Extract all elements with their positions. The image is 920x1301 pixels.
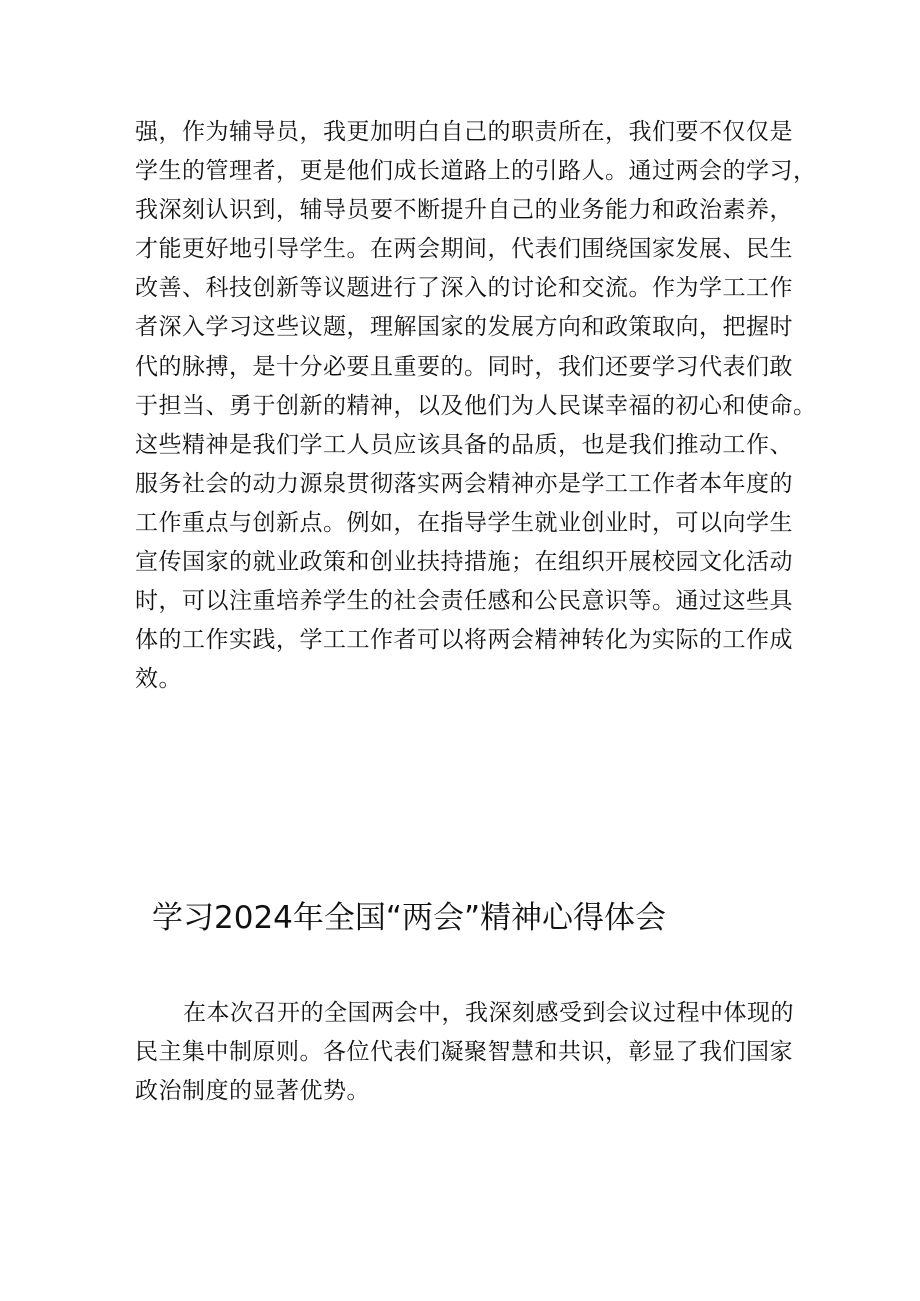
text-line: 于担当、勇于创新的精神，以及他们为人民谋幸福的初心和使命。 (135, 392, 817, 419)
text-line: 我深刻认识到，辅导员要不断提升自己的业务能力和政治素养， (135, 197, 793, 224)
text-line: 体的工作实践，学工工作者可以将两会精神转化为实际的工作成 (135, 627, 793, 654)
paragraph-intro (135, 994, 815, 1111)
paragraph-continued (135, 113, 815, 699)
text-line: 改善、科技创新等议题进行了深入的讨论和交流。作为学工工作 (135, 275, 793, 302)
text-line: 宣传国家的就业政策和创业扶持措施；在组织开展校园文化活动 (135, 549, 793, 576)
text-line: 在本次召开的全国两会中，我深刻感受到会议过程中体现的 (183, 1000, 794, 1026)
text-line: 效。 (135, 666, 182, 693)
text-line: 服务社会的动力源泉贯彻落实两会精神亦是学工工作者本年度的 (135, 470, 793, 497)
text-line: 才能更好地引导学生。在两会期间，代表们围绕国家发展、民生 (135, 236, 793, 263)
text-line: 工作重点与创新点。例如，在指导学生就业创业时，可以向学生 (135, 509, 793, 536)
text-line: 政治制度的显著优势。 (135, 1078, 370, 1105)
section-heading: 学习2024年全国“两会”精神心得体会 (152, 900, 667, 936)
text-line: 学生的管理者，更是他们成长道路上的引路人。通过两会的学习， (135, 158, 817, 185)
text-line: 时，可以注重培养学生的社会责任感和公民意识等。通过这些具 (135, 588, 793, 615)
text-line: 民主集中制原则。各位代表们凝聚智慧和共识，彰显了我们国家 (135, 1039, 793, 1066)
text-line: 代的脉搏，是十分必要且重要的。同时，我们还要学习代表们敢 (135, 353, 793, 380)
text-line: 这些精神是我们学工人员应该具备的品质，也是我们推动工作、 (135, 431, 793, 458)
text-line: 强，作为辅导员，我更加明白自己的职责所在，我们要不仅仅是 (135, 119, 793, 145)
text-line: 者深入学习这些议题，理解国家的发展方向和政策取向，把握时 (135, 314, 793, 341)
